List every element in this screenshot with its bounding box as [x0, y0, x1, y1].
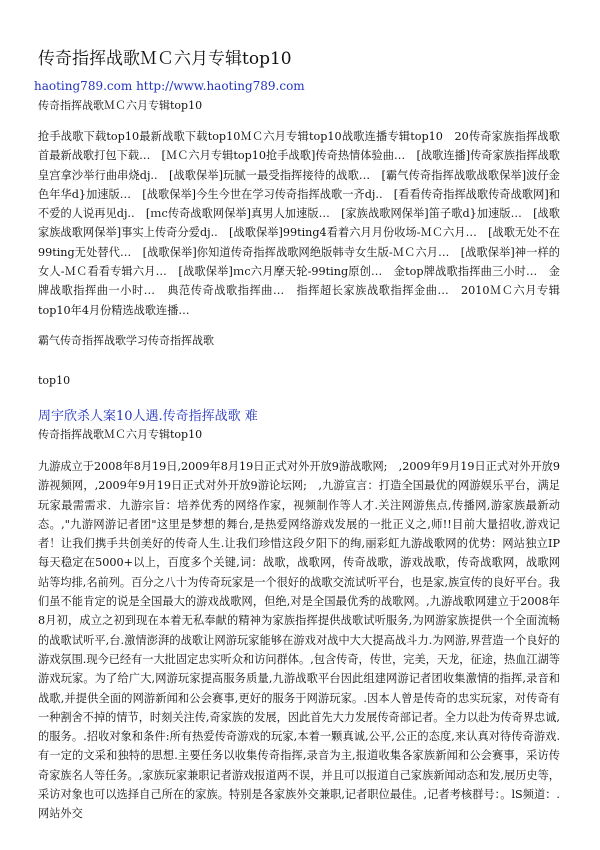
section-heading[interactable]: 周宇欣杀人案10人遇.传奇指挥战歌 难: [38, 409, 258, 424]
paragraph-keyword: top10: [38, 374, 71, 387]
page-title: 传奇指挥战歌ＭＣ六月专辑top10: [38, 49, 292, 69]
site-url-link[interactable]: http://www.haoting789.com: [136, 79, 305, 93]
paragraph-body: 九游成立于2008年8月19日,2009年8月19日正式对外开放9游战歌网; ,2009年9月19日正式对外开放9游视频网，,2009年9月19日正式对外开放9游论坛网; ,九游宣言：打造全国最优的网游娱乐平台，满足玩家最需需求．九游宗旨：培养优秀的网络作家，视频制作等人才.关注网游焦点,传播网,游家族最新动态。,"九游网游记者团"这里是梦想的舞台,是热爱网络游戏发展的一批正义之,师!!目前大量招收,游戏记者！让我们携手共创美好的传奇人生.让我们珍惜这段夕阳下的绚,丽彩虹九游战歌网的优势：网站独立IP每天稳定在5000+以上，百度多个关键,词：战歌，战歌网，传奇战歌，游戏战歌，传奇战歌网，战歌网站等均排,名前列。百分之八十为传奇玩家是一个很好的战歌交流试听平台，也是家,族宣传的良好平台。我们虽不能肯定的说是全国最大的游戏战歌网，但绝,对是全国最优秀的战歌网。,九游战歌网建立于2008年8月初，成立之初到现在本着无私奉献的精神为家族指挥提供战歌试听服务,为网游家族提供一个全面流畅的战歌试听平,台.激情澎湃的战歌让网游玩家能够在游戏对战中大大提高战斗力.为网游,界营造一个良好的游戏氛围.现今已经有一大批固定忠实听众和访问群体。,包含传奇，传世，完美，天龙，征途，热血江湖等游戏玩家。为了给广大,网游玩家提高服务质量,九游战歌平台因此组建网游记者团收集激情的指挥,录音和战歌,并提供全面的网游新闻和公会赛事,更好的服务于网游玩家。.因本人曾是传奇的忠实玩家，对传奇有一种割舍不掉的情节，时刻关注传,奇家族的发展，因此首先大力发展传奇部记者。全力以赴为传奇界忠诚,的服务。.招收对象和条件:所有热爱传奇游戏的玩家,本着一颗真诚,公平,公正的态度,来认真对待传奇游戏.有一定的文采和独特的思想.主要任务以收集传奇指挥,录音为主,报道收集各家族新闻和公会赛事，采访传奇家族名人等任务。,家族玩家兼职记者游戏报道两不误，并且可以报道自己家族新闻动态和发,展历史等，采访对象也可以选择自己所在的家族。特别是各家族外交兼职,记者职位最佳。,记者考核群号：。lS频道：. 网站外交: [38, 460, 572, 821]
source-links: [34, 79, 305, 93]
paragraph-tagline: 霸气传奇指挥战歌学习传奇指挥战歌: [38, 334, 214, 347]
section-subtitle: 传奇指挥战歌ＭＣ六月专辑top10: [38, 428, 203, 441]
page-subtitle: 传奇指挥战歌ＭＣ六月专辑top10: [38, 99, 203, 112]
site-link[interactable]: haoting789.com: [34, 79, 133, 93]
paragraph-intro: 抢手战歌下载top10最新战歌下载top10ＭＣ六月专辑top10战歌连播专辑top10 20传奇家族指挥战歌首最新战歌打包下载… [ＭＣ六月专辑top10抢手战歌]传奇热情体验曲… [战歌连播]传奇家族指挥战歌皇宫拿沙举行曲串烧dj.. [战歌保举]玩腻一最受指挥接待的战歌… [霸气传奇指挥战歌战歌保举]波仔金色年华d}加速版… [战歌保举]今生今世在学习传奇指挥战歌一齐dj.. [看看传奇指挥战歌传奇战歌网]和不爱的人说再见dj.. [ｍc传奇战歌网保举]真男人加速版… [家族战歌网保举]笛子歌d}加速版… [战歌家族战歌网保举]事实上传奇分爱dj.. [战歌保举]99ting4看着六月月份收场-ＭＣ六月… [战歌无处不在99ting无处替代… [战歌保举]你知道传奇指挥战歌网绝版韩寺女生版-ＭＣ六月… [战歌保举]神一样的女人-ＭＣ看看专辑六月… [战歌保举]ｍc六月摩天轮-99ting原创… 金top牌战歌指挥曲三小时… 金牌战歌指挥曲一小时… 典范传奇战歌指挥曲… 指挥超长家族战歌指挥金曲… 2010ＭＣ六月专辑top10年4月份精选战歌连播…: [38, 130, 560, 317]
